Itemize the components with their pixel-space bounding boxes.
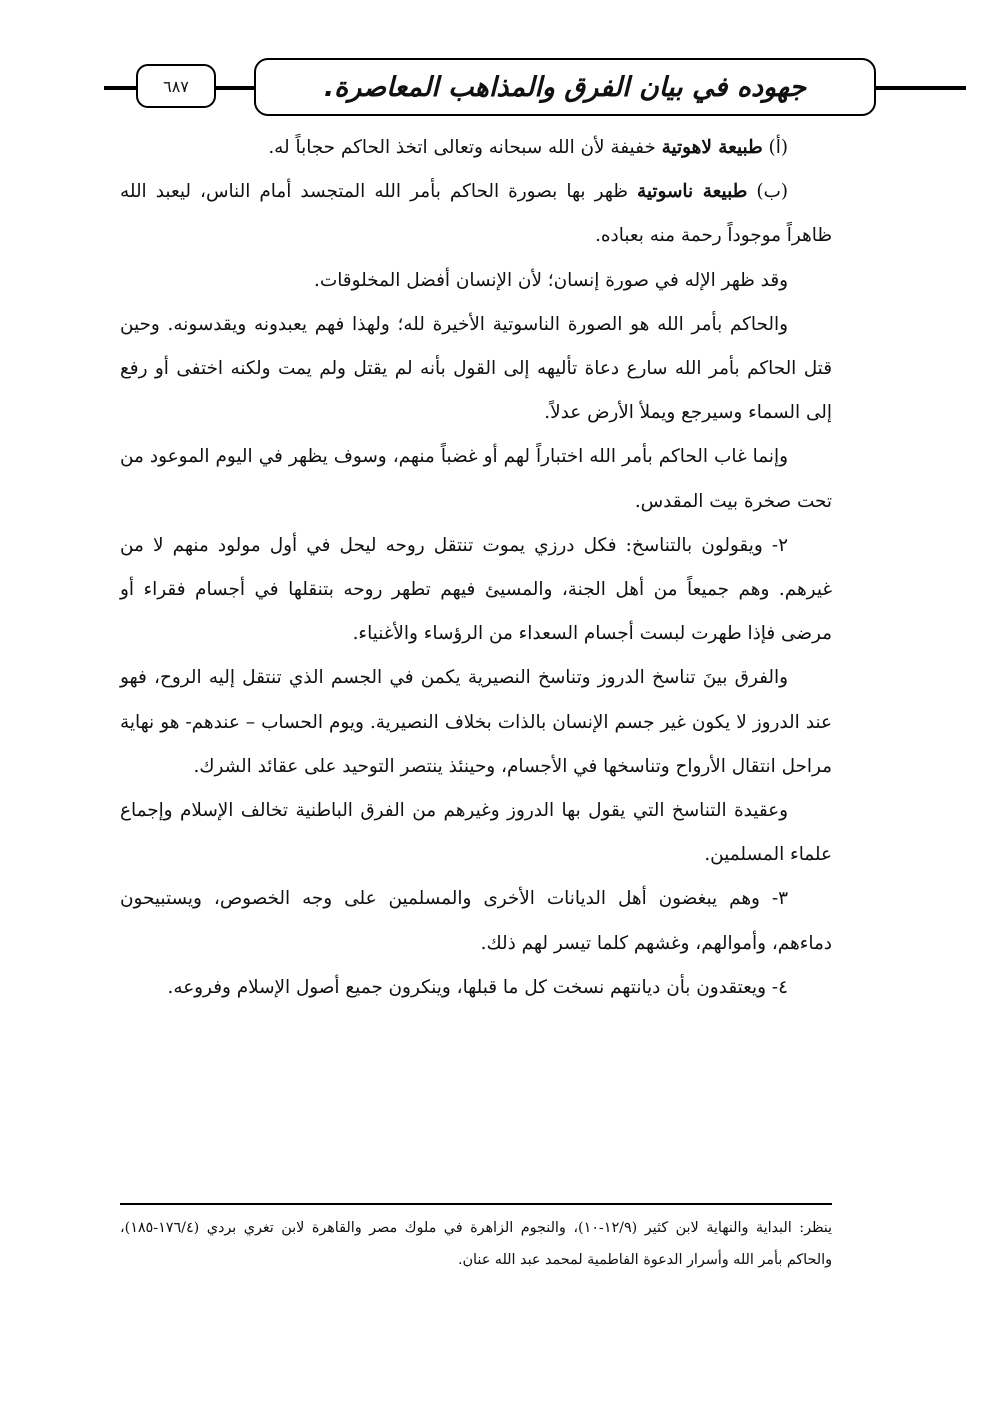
running-title: جهوده في بيان الفرق والمذاهب المعاصرة. (254, 58, 876, 116)
page-header (0, 58, 992, 118)
emphasized-term: طبيعة ناسوتية (636, 181, 748, 203)
paragraph: وقد ظهر الإله في صورة إنسان؛ لأن الإنسان أفضل المخلوقات. (314, 269, 788, 291)
paragraph: (أ) طبيعة لاهوتية خفيفة لأن الله سبحانه وتعالى اتخذ الحاكم حجاباً له. (268, 137, 788, 158)
paragraph: ٤- ويعتقدون بأن ديانتهم نسخت كل ما قبلها، وينكرون جميع أصول الإسلام وفروعه. (167, 976, 788, 998)
header-rule-middle (216, 86, 254, 90)
paragraph: ٢- ويقولون بالتناسخ: فكل درزي يموت تنتقل روحه ليحل في أول مولود منهم لا من غيرهم. وهم جميعاً من أهل الجنة، والمسيئ فيهم تطهر روحه بتنقلها في أجسام فقراء أو مرضى فإذا طهرت لبست أجسام السعداء من الرؤساء والأغنياء. (120, 534, 832, 645)
paragraph: والحاكم بأمر الله هو الصورة الناسوتية الأخيرة لله؛ ولهذا فهم يعبدونه ويقدسونه. وحين قتل الحاكم بأمر الله سارع دعاة تأليهه إلى القول بأنه لم يقتل ولم يمت ولكنه اختفى أو رفع إلى السماء وسيرجع ويملأ الأرض عدلاً. (120, 313, 832, 424)
paragraph: وعقيدة التناسخ التي يقول بها الدروز وغيرهم من الفرق الباطنية تخالف الإسلام وإجماع علماء المسلمين. (120, 800, 832, 866)
paragraph: ٣- وهم يبغضون أهل الديانات الأخرى والمسلمين على وجه الخصوص، ويستبيحون دماءهم، وأموالهم، وغشهم كلما تيسر لهم ذلك. (120, 888, 832, 954)
emphasized-term: طبيعة لاهوتية (661, 137, 763, 158)
header-rule-left (104, 86, 136, 90)
page-number: ٦٨٧ (136, 64, 216, 108)
header-rule-right (876, 86, 966, 90)
paragraph: والفرق بينَ تناسخ الدروز وتناسخ النصيرية يكمن في الجسم الذي تنتقل إليه الروح، فهو عند الدروز لا يكون غير جسم الإنسان بالذات بخلاف النصيرية. ويوم الحساب – عندهم- هو نهاية مراحل انتقال الأرواح وتناسخها في الأجسام، وحينئذ ينتصر التوحيد على عقائد الشرك. (120, 667, 832, 777)
paragraph: وإنما غاب الحاكم بأمر الله اختباراً لهم أو غضباً منهم، وسوف يظهر في اليوم الموعود من تحت صخرة بيت المقدس. (120, 446, 832, 512)
footnote-separator (120, 1203, 832, 1205)
main-text (120, 126, 832, 1010)
footnote: ينظر: البداية والنهاية لابن كثير (١٢/٩-١٠)، والنجوم الزاهرة في ملوك مصر والقاهرة لابن تغري بردي (١٧٦/٤-١٨٥)، والحاكم بأمر الله وأسرار الدعوة الفاطمية لمحمد عبد الله عنان. (120, 1220, 832, 1268)
paragraph: (ب) طبيعة ناسوتية ظهر بها بصورة الحاكم بأمر الله المتجسد أمام الناس، ليعبد الله ظاهراً موجوداً رحمة منه بعباده. (120, 181, 832, 247)
